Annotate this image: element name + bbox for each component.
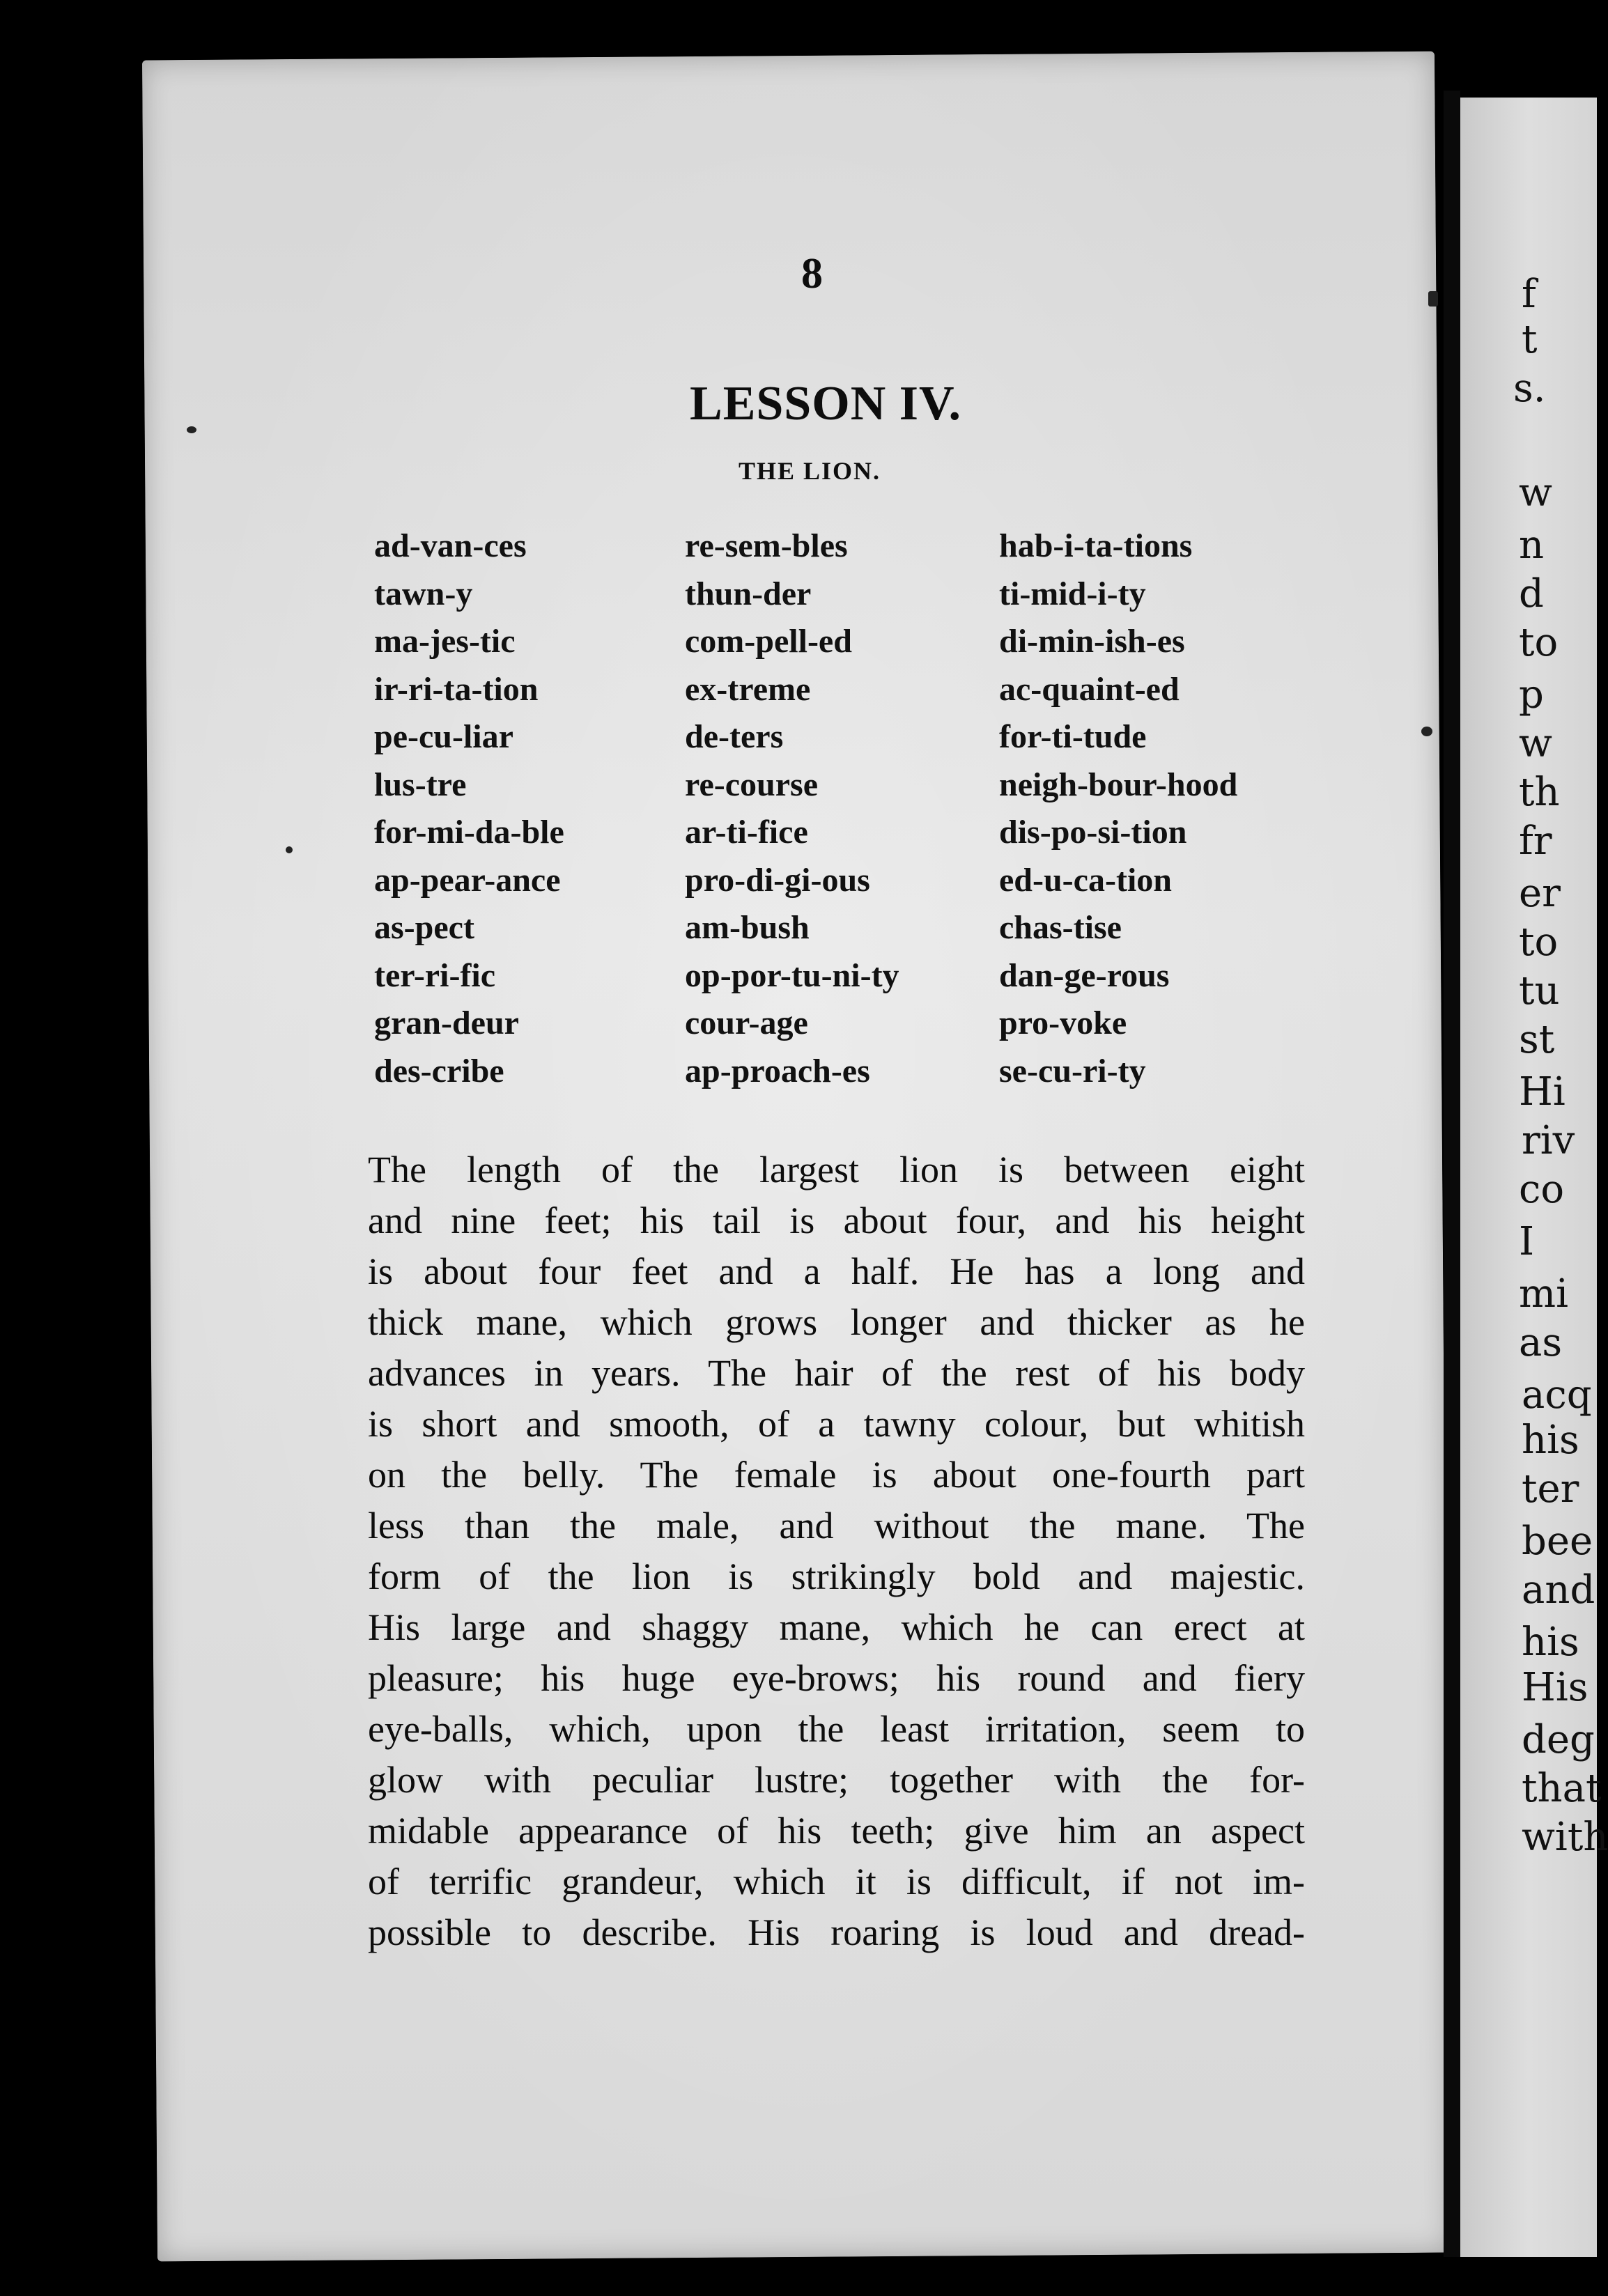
- paragraph-line: glow with peculiar lustre; together with the for-: [368, 1759, 1305, 1801]
- spelling-word: ma-jes-tic: [374, 623, 516, 660]
- spelling-word: ed-u-ca-tion: [999, 861, 1172, 899]
- paragraph-line: form of the lion is strikingly bold and majestic.: [368, 1556, 1305, 1597]
- lesson-paragraph: [368, 1145, 1305, 1958]
- facing-page-fragment: er: [1519, 871, 1561, 916]
- facing-page-fragment: w: [1519, 721, 1552, 766]
- spelling-word: tawn-y: [374, 575, 473, 612]
- spelling-word: de-ters: [685, 718, 784, 755]
- paragraph-line: is short and smooth, of a tawny colour, but whitish: [368, 1403, 1305, 1445]
- spelling-word: ex-treme: [685, 670, 811, 708]
- lesson-title: LESSON IV.: [690, 377, 962, 430]
- spelling-word: as-pect: [374, 909, 474, 946]
- facing-page-fragment: tu: [1519, 968, 1560, 1014]
- facing-page-fragment: Hi: [1519, 1069, 1566, 1115]
- facing-page-fragment: as: [1519, 1320, 1563, 1365]
- spelling-word: lus-tre: [374, 766, 467, 803]
- facing-page-fragment: to: [1519, 620, 1559, 665]
- facing-page-fragment: with: [1522, 1815, 1608, 1860]
- spelling-word: ar-ti-fice: [685, 814, 808, 851]
- paragraph-line: and nine feet; his tail is about four, and his height: [368, 1200, 1305, 1241]
- paragraph-line: thick mane, which grows longer and thicker as he: [368, 1301, 1305, 1343]
- facing-page-fragment: co: [1519, 1167, 1565, 1212]
- spelling-word: chas-tise: [999, 909, 1122, 946]
- spelling-word: ti-mid-i-ty: [999, 575, 1146, 612]
- facing-page-fragment: his: [1522, 1620, 1579, 1665]
- paragraph-line: possible to describe. His roaring is loud and dread-: [368, 1911, 1305, 1953]
- spelling-word: cour-age: [685, 1004, 808, 1041]
- spelling-word: op-por-tu-ni-ty: [685, 956, 899, 994]
- spelling-word: se-cu-ri-ty: [999, 1052, 1146, 1089]
- facing-page-fragment: w: [1519, 470, 1552, 515]
- spelling-word: for-mi-da-ble: [374, 814, 564, 851]
- spelling-word: dan-ge-rous: [999, 956, 1170, 994]
- facing-page-fragment: p: [1519, 672, 1544, 718]
- facing-page-fragment: mi: [1519, 1271, 1569, 1317]
- facing-page-fragment: his: [1522, 1418, 1579, 1463]
- spelling-word: di-min-ish-es: [999, 623, 1185, 660]
- book-spine: [1444, 91, 1460, 2257]
- scan-speck: [1421, 727, 1432, 736]
- scan-speck: [1428, 291, 1438, 307]
- paragraph-line: on the belly. The female is about one-fourth part: [368, 1454, 1305, 1496]
- spelling-word: re-course: [685, 766, 819, 803]
- facing-page-fragment: th: [1519, 770, 1560, 815]
- facing-page-fragment: ter: [1522, 1466, 1579, 1512]
- facing-page-fragment: st: [1519, 1017, 1555, 1062]
- spelling-word: des-cribe: [374, 1052, 504, 1089]
- facing-page-fragment: fr: [1519, 819, 1552, 864]
- facing-page-fragment: His: [1522, 1665, 1588, 1710]
- facing-page: [1460, 98, 1608, 2257]
- paragraph-line: is about four feet and a half. He has a long and: [368, 1250, 1305, 1292]
- facing-page-fragment: d: [1519, 571, 1544, 616]
- spelling-word: re-sem-bles: [685, 527, 848, 564]
- paragraph-line: The length of the largest lion is between eight: [368, 1149, 1305, 1190]
- facing-page-fragment: f: [1522, 272, 1536, 317]
- spelling-word: ad-van-ces: [374, 527, 527, 564]
- spelling-word: gran-deur: [374, 1004, 519, 1041]
- spelling-word: ac-quaint-ed: [999, 670, 1180, 708]
- paragraph-line: less than the male, and without the mane. The: [368, 1505, 1305, 1546]
- scan-speck: [187, 426, 196, 433]
- spelling-column-1: [374, 522, 564, 1095]
- paragraph-line: midable appearance of his teeth; give him an aspect: [368, 1810, 1305, 1852]
- spelling-word: ap-pear-ance: [374, 861, 561, 899]
- facing-page-fragment: I: [1519, 1219, 1535, 1264]
- paragraph-line: His large and shaggy mane, which he can erect at: [368, 1606, 1305, 1648]
- paragraph-line: advances in years. The hair of the rest of his body: [368, 1352, 1305, 1394]
- facing-page-fragment: n: [1519, 522, 1545, 568]
- spelling-column-3: [999, 522, 1237, 1095]
- spelling-word: ir-ri-ta-tion: [374, 670, 539, 708]
- lesson-subtitle: THE LION.: [739, 457, 881, 485]
- spelling-column-2: [685, 522, 899, 1095]
- spelling-word: pro-di-gi-ous: [685, 861, 870, 899]
- facing-page-fragment: t: [1522, 317, 1538, 362]
- page-number: 8: [801, 250, 823, 297]
- spelling-word: hab-i-ta-tions: [999, 527, 1193, 564]
- spelling-word: pro-voke: [999, 1004, 1127, 1041]
- scan-speck: [286, 846, 293, 853]
- spelling-word: dis-po-si-tion: [999, 814, 1187, 851]
- spelling-word: ap-proach-es: [685, 1052, 870, 1089]
- paragraph-line: pleasure; his huge eye-brows; his round and fiery: [368, 1657, 1305, 1699]
- facing-page-fragment: and: [1522, 1567, 1595, 1613]
- paragraph-line: of terrific grandeur, which it is difficult, if not im-: [368, 1861, 1305, 1902]
- facing-page-fragment: acq: [1522, 1372, 1592, 1418]
- facing-page-fragment: to: [1519, 920, 1559, 965]
- spelling-word: for-ti-tude: [999, 718, 1147, 755]
- paragraph-line: eye-balls, which, upon the least irritation, seem to: [368, 1708, 1305, 1750]
- spelling-word: am-bush: [685, 909, 810, 946]
- spelling-word: neigh-bour-hood: [999, 766, 1238, 803]
- facing-page-fragment: deg: [1522, 1717, 1595, 1762]
- spelling-word: thun-der: [685, 575, 812, 612]
- facing-page-fragment: bee: [1522, 1519, 1593, 1564]
- spelling-word: pe-cu-liar: [374, 718, 513, 755]
- facing-page-fragment: that: [1522, 1766, 1602, 1811]
- spelling-word: ter-ri-fic: [374, 956, 496, 994]
- facing-page-fragment: s.: [1513, 366, 1546, 411]
- spelling-word: com-pell-ed: [685, 623, 852, 660]
- facing-page-fragment: riv: [1522, 1118, 1575, 1163]
